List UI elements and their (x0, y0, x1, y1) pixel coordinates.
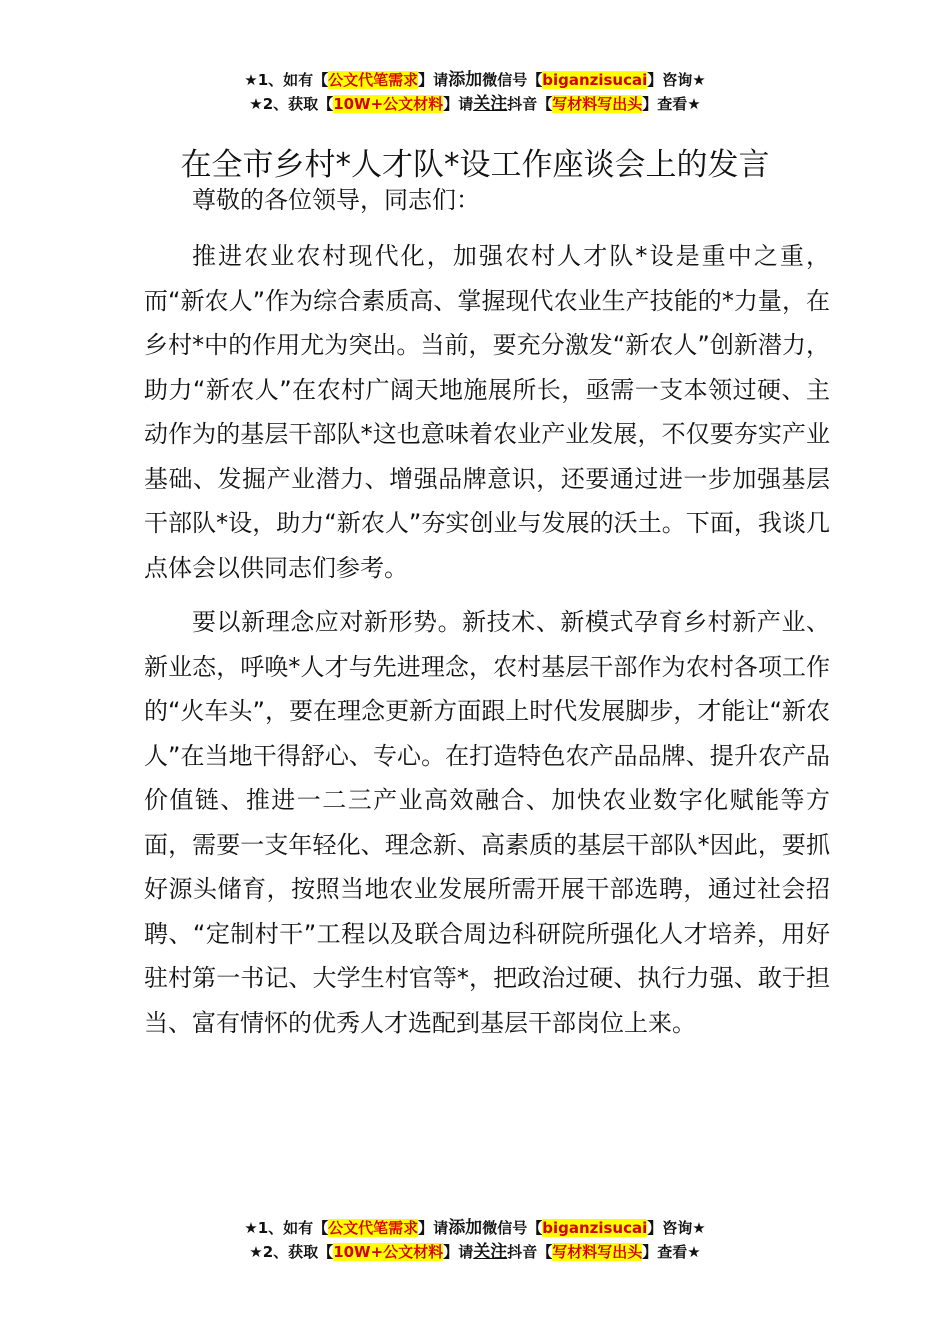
promo-line-1 (0, 68, 950, 92)
document-body (144, 234, 830, 1055)
promo-text: 】咨询★ (647, 1219, 706, 1237)
promo-text: 】查看★ (642, 1243, 701, 1261)
promo-text: ★1、如有【 (244, 1219, 329, 1237)
promo-highlight: 10W+公文材料 (333, 1243, 444, 1261)
promo-emphasis: 添加 (448, 70, 483, 90)
paragraph: 推进农业农村现代化，加强农村人才队*设是重中之重，而“新农人”作为综合素质高、掌握现代农业生产技能的*力量，在乡村*中的作用尤为突出。当前，要充分激发“新农人”创新潜力，助力“新农人”在农村广阔天地施展所长，亟需一支本领过硬、主动作为的基层干部队*这也意味着农业产业发展，不仅要夯实产业基础、发掘产业潜力、增强品牌意识，还要通过进一步加强基层干部队*设，助力“新农人”夯实创业与发展的沃土。下面，我谈几点体会以供同志们参考。 (144, 242, 830, 582)
promo-text: ★2、获取【 (249, 95, 334, 113)
promo-banner-bottom (0, 1216, 950, 1264)
paragraph: 要以新理念应对新形势。新技术、新模式孕育乡村新产业、新业态，呼唤*人才与先进理念，农村基层干部作为农村各项工作的“火车头”，要在理念更新方面跟上时代发展脚步，才能让“新农人”在当地干得舒心、专心。在打造特色农产品品牌、提升农产品价值链、推进一二三产业高效融合、加快农业数字化赋能等方面，需要一支年轻化、理念新、高素质的基层干部队*因此，要抓好源头储育，按照当地农业发展所需开展干部选聘，通过社会招聘、“定制村干”工程以及联合周边科研院所强化人才培养，用好驻村第一书记、大学生村官等*，把政治过硬、执行力强、敢于担当、富有情怀的优秀人才选配到基层干部岗位上来。 (144, 608, 830, 1037)
promo-text: 微信号【 (482, 71, 543, 89)
promo-text: ★2、获取【 (249, 1243, 334, 1261)
promo-emphasis: 关注 (473, 94, 508, 114)
promo-line-2 (0, 1240, 950, 1264)
promo-highlight: 写材料写出头 (552, 95, 643, 113)
promo-banner-top (0, 68, 950, 116)
document-title: 在全市乡村*人才队*设工作座谈会上的发言 (180, 146, 770, 183)
promo-highlight: 10W+公文材料 (333, 95, 444, 113)
promo-text: 】请 (418, 71, 449, 89)
promo-text: 】请 (443, 95, 474, 113)
promo-text: 】请 (443, 1243, 474, 1261)
promo-text: 抖音【 (507, 95, 553, 113)
promo-text: ★1、如有【 (244, 71, 329, 89)
promo-text: 】咨询★ (647, 71, 706, 89)
promo-line-2 (0, 92, 950, 116)
promo-highlight: 公文代笔需求 (328, 1219, 419, 1237)
promo-highlight: biganzisucai (542, 71, 648, 89)
promo-text: 】请 (418, 1219, 449, 1237)
promo-emphasis: 添加 (448, 1218, 483, 1238)
promo-highlight: biganzisucai (542, 1219, 648, 1237)
promo-text: 抖音【 (507, 1243, 553, 1261)
promo-emphasis: 关注 (473, 1242, 508, 1262)
salutation: 尊敬的各位领导，同志们： (192, 186, 480, 214)
salutation-block (144, 178, 830, 233)
promo-line-1 (0, 1216, 950, 1240)
promo-highlight: 写材料写出头 (552, 1243, 643, 1261)
promo-highlight: 公文代笔需求 (328, 71, 419, 89)
promo-text: 微信号【 (482, 1219, 543, 1237)
promo-text: 】查看★ (642, 95, 701, 113)
